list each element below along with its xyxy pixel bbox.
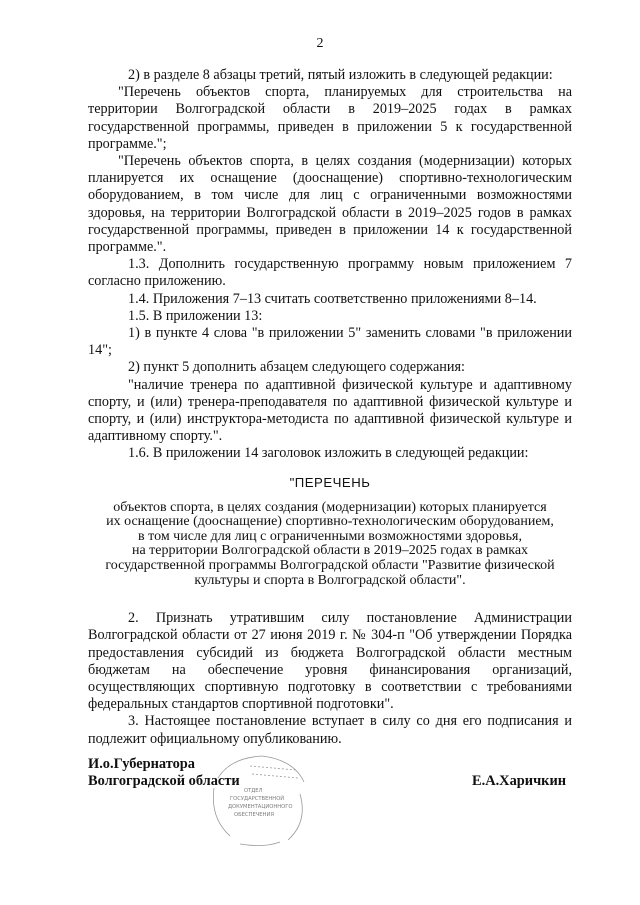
subheading-line: их оснащение (дооснащение) спортивно-технологическим оборудованием,: [106, 514, 554, 530]
paragraph: 1.4. Приложения 7–13 считать соответственно приложениями 8–14.: [128, 290, 537, 307]
signature-title-line: И.о.Губернатора: [88, 756, 195, 772]
paragraph: 3. Настоящее постановление вступает в силу со дня его подписания и подлежит официальному опубликованию.: [88, 713, 572, 747]
stamp-seal: [200, 748, 320, 848]
subheading-line: объектов спорта, в целях создания (модернизации) которых планируется: [113, 499, 547, 515]
list-heading: "ПЕРЕЧЕНЬ: [289, 474, 371, 490]
paragraph: 1.5. В приложении 13:: [128, 307, 263, 324]
paragraph: 1) в пункте 4 слова "в приложении 5" заменить словами "в приложении 14";: [88, 325, 572, 359]
subheading-line: на территории Волгоградской области в 2019–2025 годах в рамках: [131, 543, 529, 559]
list-subheading: [88, 501, 572, 589]
paragraph: "Перечень объектов спорта, планируемых для строительства на территории Волгоградской области в 2019–2025 годах в рамках государственной программы, приведен в приложении 5 к государственной программе.";: [88, 84, 572, 152]
paragraph: 2) пункт 5 дополнить абзацем следующего содержания:: [128, 359, 465, 376]
paragraph: 1.6. В приложении 14 заголовок изложить в следующей редакции:: [128, 445, 529, 462]
stamp-line: ДОКУМЕНТАЦИОННОГО: [228, 804, 293, 810]
paragraph: 2. Признать утратившим силу постановление Администрации Волгоградской области от 27 июня 2019 г. № 304-п "Об утверждении Порядка предоставления субсидий из бюджета Волгоградской области местным бюджетам на обеспечение уровня финансирования организаций, осуществляющих спортивную подготовку в соответствии с требованиями федеральных стандартов спортивной подготовки".: [88, 610, 572, 713]
signature-name: Е.А.Харичкин: [472, 773, 567, 789]
subheading-line: государственной программы Волгоградской области "Развитие физической: [105, 558, 555, 574]
paragraph: 2) в разделе 8 абзацы третий, пятый изложить в следующей редакции:: [128, 67, 553, 83]
subheading-line: культуры и спорта в Волгоградской области".: [194, 572, 466, 588]
stamp-line: ОТДЕЛ: [244, 788, 263, 794]
paragraph: "Перечень объектов спорта, в целях создания (модернизации) которых планируется их оснащение (дооснащение) спортивно-технологическим оборудованием, в том числе для лиц с ограниченными возможностями здоровья, на территории Волгоградской области в 2019–2025 годов в рамках государственной программы, приведен в приложении 14 к государственной программе.".: [88, 153, 572, 256]
subheading-line: в том числе для лиц с ограниченными возможностями здоровья,: [138, 528, 522, 544]
stamp-line: ОБЕСПЕЧЕНИЯ: [234, 812, 274, 818]
paragraph: 1.3. Дополнить государственную программу новым приложением 7 согласно приложению.: [88, 256, 572, 290]
document-body: [88, 67, 572, 748]
signature-title-line: Волгоградской области: [88, 773, 240, 789]
stamp-line: ГОСУДАРСТВЕННОЙ: [230, 796, 285, 802]
paragraph: "наличие тренера по адаптивной физической культуре и адаптивному спорту, и (или) тренера-преподавателя по адаптивной физической культуре и спорту, и (или) инструктора-методиста по адаптивной физической культуре и адаптивному спорту.".: [88, 376, 572, 445]
page-number: 2: [316, 36, 324, 51]
